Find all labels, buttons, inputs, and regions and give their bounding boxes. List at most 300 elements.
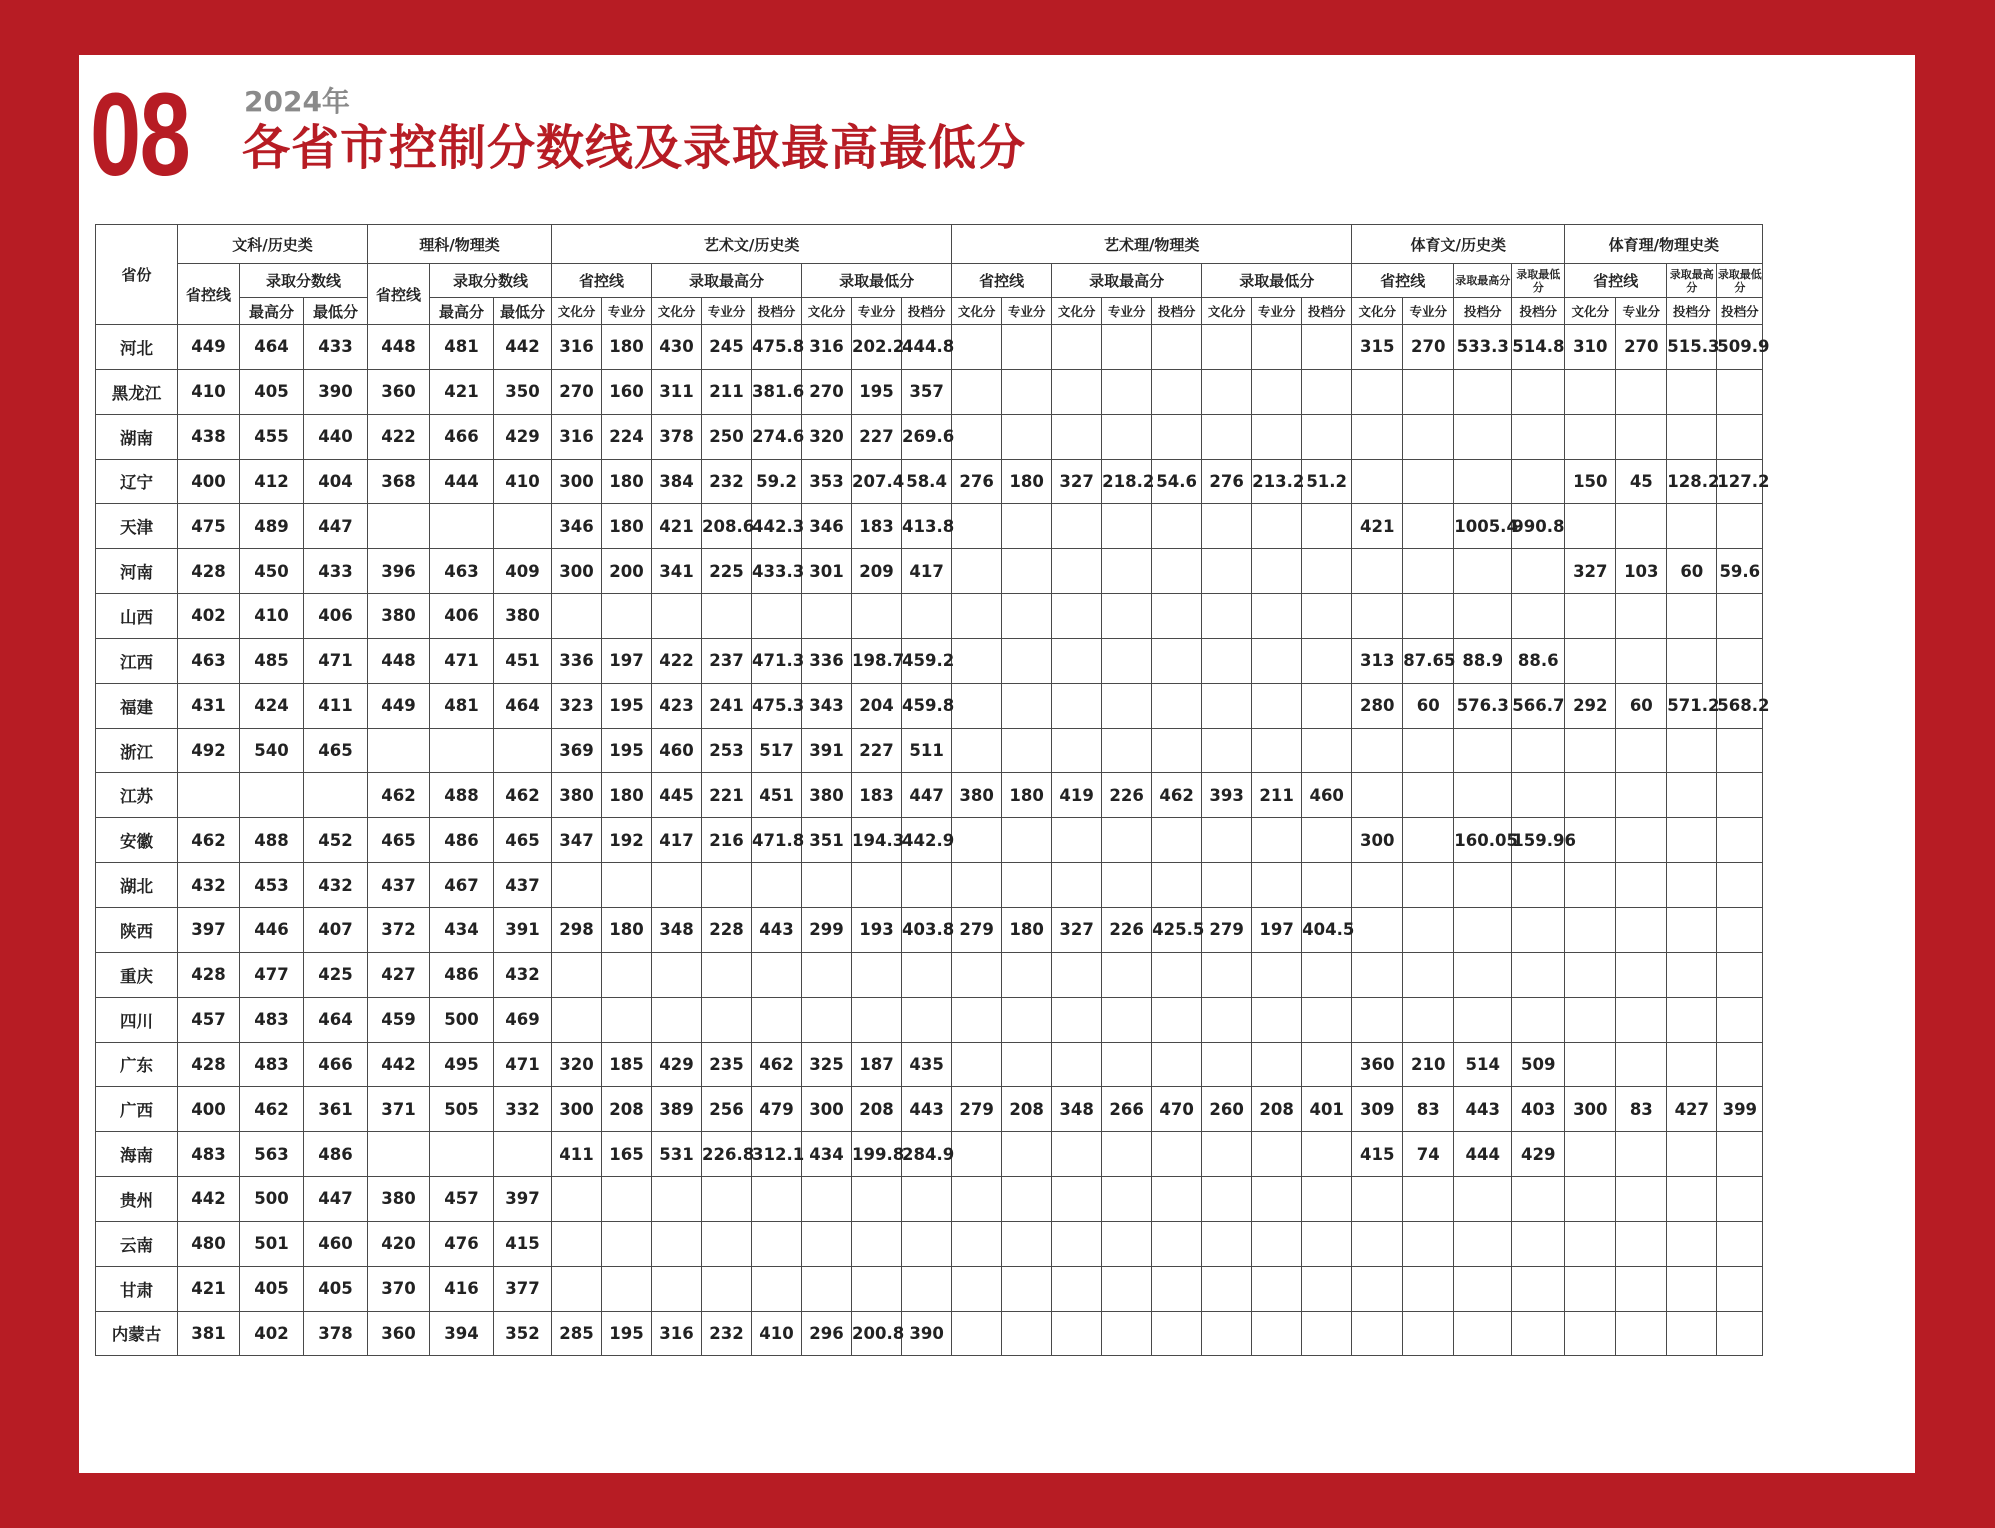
score-cell xyxy=(1512,369,1565,414)
score-cell: 459.8 xyxy=(902,683,952,728)
score-cell xyxy=(1352,414,1403,459)
score-cell: 316 xyxy=(552,325,602,370)
score-cell: 409 xyxy=(494,549,552,594)
score-cell: 476 xyxy=(430,1221,494,1266)
score-cell: 404.5 xyxy=(1302,907,1352,952)
score-cell xyxy=(702,594,752,639)
score-cell xyxy=(1403,369,1454,414)
header-luqu-zuidi: 录取最低分 xyxy=(1512,264,1565,298)
score-cell: 442 xyxy=(178,1177,240,1222)
score-cell: 370 xyxy=(368,1266,430,1311)
score-cell: 270 xyxy=(1616,325,1667,370)
score-cell xyxy=(1403,594,1454,639)
score-cell xyxy=(752,594,802,639)
score-cell: 509.9 xyxy=(1717,325,1763,370)
score-cell: 336 xyxy=(802,638,852,683)
score-cell xyxy=(430,504,494,549)
score-cell xyxy=(852,952,902,997)
score-cell: 60 xyxy=(1616,683,1667,728)
score-cell xyxy=(1102,863,1152,908)
score-cell: 83 xyxy=(1403,1087,1454,1132)
score-cell: 180 xyxy=(1002,773,1052,818)
score-cell xyxy=(1252,1132,1302,1177)
score-cell xyxy=(1202,549,1252,594)
score-cell xyxy=(1252,1221,1302,1266)
score-cell xyxy=(1352,863,1403,908)
score-cell xyxy=(902,1266,952,1311)
score-cell: 300 xyxy=(1352,818,1403,863)
score-cell xyxy=(1052,952,1102,997)
province-cell: 天津 xyxy=(96,504,178,549)
score-cell xyxy=(1302,997,1352,1042)
table-row xyxy=(96,414,1763,459)
score-cell: 218.2 xyxy=(1102,459,1152,504)
score-cell: 402 xyxy=(240,1311,304,1356)
score-cell: 415 xyxy=(494,1221,552,1266)
score-cell xyxy=(1202,369,1252,414)
score-cell: 412 xyxy=(240,459,304,504)
score-cell xyxy=(1302,728,1352,773)
score-cell xyxy=(1002,728,1052,773)
score-cell: 465 xyxy=(368,818,430,863)
header-shengkong: 省控线 xyxy=(552,264,652,298)
score-cell xyxy=(1565,369,1616,414)
score-cell xyxy=(1454,1266,1512,1311)
score-cell: 475 xyxy=(178,504,240,549)
score-cell: 309 xyxy=(1352,1087,1403,1132)
score-cell xyxy=(1252,818,1302,863)
score-cell xyxy=(1352,369,1403,414)
score-cell: 509 xyxy=(1512,1042,1565,1087)
score-cell: 405 xyxy=(304,1266,368,1311)
score-cell xyxy=(1403,1177,1454,1222)
score-cell: 390 xyxy=(304,369,368,414)
province-cell: 江西 xyxy=(96,638,178,683)
score-cell xyxy=(1152,818,1202,863)
score-cell: 193 xyxy=(852,907,902,952)
score-cell: 325 xyxy=(802,1042,852,1087)
score-cell xyxy=(1565,1311,1616,1356)
province-cell: 湖北 xyxy=(96,863,178,908)
score-cell xyxy=(1565,997,1616,1042)
score-cell xyxy=(1717,997,1763,1042)
score-cell xyxy=(952,504,1002,549)
table-row xyxy=(96,1266,1763,1311)
header-wenhua: 文化分 xyxy=(952,298,1002,325)
score-cell: 180 xyxy=(602,773,652,818)
score-cell xyxy=(1616,1132,1667,1177)
score-cell: 488 xyxy=(430,773,494,818)
score-cell: 88.6 xyxy=(1512,638,1565,683)
score-cell: 208 xyxy=(852,1087,902,1132)
score-cell: 301 xyxy=(802,549,852,594)
score-cell: 449 xyxy=(178,325,240,370)
score-cell: 372 xyxy=(368,907,430,952)
score-cell: 401 xyxy=(1302,1087,1352,1132)
score-cell: 299 xyxy=(802,907,852,952)
score-cell xyxy=(1717,414,1763,459)
score-cell: 475.8 xyxy=(752,325,802,370)
score-cell xyxy=(1565,638,1616,683)
score-cell: 88.9 xyxy=(1454,638,1512,683)
score-cell: 421 xyxy=(430,369,494,414)
score-cell: 433 xyxy=(304,325,368,370)
table-row xyxy=(96,863,1763,908)
score-cell: 422 xyxy=(652,638,702,683)
score-cell xyxy=(952,952,1002,997)
score-cell: 464 xyxy=(494,683,552,728)
score-cell: 451 xyxy=(494,638,552,683)
score-cell: 419 xyxy=(1052,773,1102,818)
score-cell xyxy=(1152,952,1202,997)
score-cell xyxy=(1252,863,1302,908)
score-cell: 434 xyxy=(430,907,494,952)
score-cell xyxy=(1202,1221,1252,1266)
score-cell xyxy=(602,594,652,639)
score-cell: 423 xyxy=(652,683,702,728)
header-toudang: 投档分 xyxy=(1512,298,1565,325)
score-cell xyxy=(1512,549,1565,594)
score-cell: 442 xyxy=(368,1042,430,1087)
score-cell xyxy=(1454,549,1512,594)
score-cell xyxy=(1352,1177,1403,1222)
score-cell xyxy=(1002,997,1052,1042)
score-cell xyxy=(802,997,852,1042)
header-zhuanye: 专业分 xyxy=(1616,298,1667,325)
score-cell xyxy=(602,1221,652,1266)
score-cell xyxy=(1052,414,1102,459)
score-cell: 346 xyxy=(552,504,602,549)
score-cell: 232 xyxy=(702,1311,752,1356)
province-cell: 云南 xyxy=(96,1221,178,1266)
score-cell: 501 xyxy=(240,1221,304,1266)
score-cell xyxy=(1616,1042,1667,1087)
score-cell: 279 xyxy=(1202,907,1252,952)
score-cell: 440 xyxy=(304,414,368,459)
score-cell xyxy=(1352,952,1403,997)
score-cell: 51.2 xyxy=(1302,459,1352,504)
score-cell: 224 xyxy=(602,414,652,459)
province-cell: 辽宁 xyxy=(96,459,178,504)
score-cell xyxy=(1102,683,1152,728)
score-cell: 320 xyxy=(802,414,852,459)
score-cell xyxy=(1616,1221,1667,1266)
score-cell: 410 xyxy=(240,594,304,639)
score-cell xyxy=(1352,1221,1403,1266)
score-cell: 422 xyxy=(368,414,430,459)
score-cell xyxy=(1454,952,1512,997)
score-cell: 1005.4 xyxy=(1454,504,1512,549)
province-cell: 浙江 xyxy=(96,728,178,773)
score-cell: 469 xyxy=(494,997,552,1042)
score-cell: 481 xyxy=(430,683,494,728)
score-cell xyxy=(1717,1132,1763,1177)
province-cell: 贵州 xyxy=(96,1177,178,1222)
score-cell xyxy=(1352,594,1403,639)
score-cell: 568.2 xyxy=(1717,683,1763,728)
score-cell xyxy=(602,952,652,997)
score-cell: 475.3 xyxy=(752,683,802,728)
score-cell: 402 xyxy=(178,594,240,639)
score-cell xyxy=(752,863,802,908)
score-cell xyxy=(1102,1221,1152,1266)
table-body xyxy=(96,325,1770,1356)
score-cell: 462 xyxy=(178,818,240,863)
header-luqu-zuigao: 录取最高分 xyxy=(1052,264,1202,298)
score-cell: 443 xyxy=(752,907,802,952)
score-cell xyxy=(1152,638,1202,683)
score-cell xyxy=(1565,952,1616,997)
score-cell xyxy=(552,863,602,908)
score-cell xyxy=(752,1266,802,1311)
score-cell xyxy=(1102,638,1152,683)
score-cell xyxy=(494,1132,552,1177)
score-cell xyxy=(1403,952,1454,997)
score-cell: 415 xyxy=(1352,1132,1403,1177)
score-cell xyxy=(1152,997,1202,1042)
score-cell: 571.2 xyxy=(1667,683,1717,728)
score-cell xyxy=(1667,1311,1717,1356)
score-cell xyxy=(1512,907,1565,952)
header-wenhua: 文化分 xyxy=(1565,298,1616,325)
score-cell: 87.65 xyxy=(1403,638,1454,683)
score-cell: 216 xyxy=(702,818,752,863)
score-cell: 428 xyxy=(178,1042,240,1087)
score-cell: 453 xyxy=(240,863,304,908)
score-cell xyxy=(1252,952,1302,997)
table-row xyxy=(96,1042,1763,1087)
score-cell xyxy=(552,952,602,997)
score-cell: 180 xyxy=(602,907,652,952)
score-cell xyxy=(652,1266,702,1311)
score-cell xyxy=(178,773,240,818)
score-cell: 437 xyxy=(368,863,430,908)
score-cell: 327 xyxy=(1565,549,1616,594)
score-cell: 228 xyxy=(702,907,752,952)
header-luqu-zuidi: 录取最低分 xyxy=(1717,264,1763,298)
score-cell xyxy=(952,369,1002,414)
score-cell xyxy=(652,863,702,908)
score-cell: 360 xyxy=(1352,1042,1403,1087)
header-toudang: 投档分 xyxy=(1454,298,1512,325)
score-cell: 427 xyxy=(368,952,430,997)
table-row xyxy=(96,1221,1763,1266)
score-cell xyxy=(1302,638,1352,683)
score-cell xyxy=(852,594,902,639)
header-zhuanye: 专业分 xyxy=(1252,298,1302,325)
score-cell: 428 xyxy=(178,952,240,997)
score-cell: 159.96 xyxy=(1512,818,1565,863)
score-cell: 390 xyxy=(902,1311,952,1356)
score-cell: 399 xyxy=(1717,1087,1763,1132)
score-cell: 429 xyxy=(494,414,552,459)
score-cell: 563 xyxy=(240,1132,304,1177)
score-cell xyxy=(1152,504,1202,549)
score-cell xyxy=(304,773,368,818)
score-cell: 336 xyxy=(552,638,602,683)
score-cell xyxy=(1102,997,1152,1042)
score-cell xyxy=(552,1266,602,1311)
score-cell xyxy=(1302,1177,1352,1222)
score-cell xyxy=(1667,414,1717,459)
score-cell xyxy=(240,773,304,818)
score-cell: 285 xyxy=(552,1311,602,1356)
score-cell: 447 xyxy=(902,773,952,818)
score-cell: 485 xyxy=(240,638,304,683)
score-cell: 341 xyxy=(652,549,702,594)
header-zhuanye: 专业分 xyxy=(702,298,752,325)
score-cell: 434 xyxy=(802,1132,852,1177)
score-cell: 160 xyxy=(602,369,652,414)
score-cell xyxy=(802,952,852,997)
score-cell xyxy=(494,504,552,549)
score-cell: 517 xyxy=(752,728,802,773)
score-cell: 384 xyxy=(652,459,702,504)
score-cell xyxy=(1512,952,1565,997)
score-cell: 462 xyxy=(240,1087,304,1132)
score-cell: 445 xyxy=(652,773,702,818)
score-cell xyxy=(1667,863,1717,908)
score-cell: 195 xyxy=(602,728,652,773)
header-zhuanye: 专业分 xyxy=(1102,298,1152,325)
page-title: 各省市控制分数线及录取最高最低分 xyxy=(242,120,1027,176)
score-cell xyxy=(1512,773,1565,818)
table-row xyxy=(96,638,1763,683)
score-cell: 421 xyxy=(652,504,702,549)
score-cell xyxy=(1252,369,1302,414)
score-cell: 465 xyxy=(304,728,368,773)
score-cell xyxy=(1202,818,1252,863)
score-cell: 479 xyxy=(752,1087,802,1132)
score-cell: 279 xyxy=(952,907,1002,952)
score-cell xyxy=(1002,952,1052,997)
score-cell xyxy=(1352,773,1403,818)
score-cell: 260 xyxy=(1202,1087,1252,1132)
province-cell: 黑龙江 xyxy=(96,369,178,414)
score-cell xyxy=(702,863,752,908)
score-cell: 58.4 xyxy=(902,459,952,504)
score-cell xyxy=(1052,1221,1102,1266)
score-cell: 266 xyxy=(1102,1087,1152,1132)
score-cell xyxy=(1002,638,1052,683)
score-cell: 463 xyxy=(178,638,240,683)
score-cell: 270 xyxy=(802,369,852,414)
score-cell: 380 xyxy=(802,773,852,818)
score-cell xyxy=(1152,414,1202,459)
header-group-tiyuwen: 体育文/历史类 xyxy=(1352,225,1565,264)
score-cell: 442.9 xyxy=(902,818,952,863)
score-cell xyxy=(1252,414,1302,459)
score-cell: 280 xyxy=(1352,683,1403,728)
score-cell xyxy=(952,997,1002,1042)
score-cell xyxy=(1152,369,1202,414)
score-cell xyxy=(1717,504,1763,549)
score-cell xyxy=(1403,907,1454,952)
score-cell xyxy=(1454,369,1512,414)
score-cell: 463 xyxy=(430,549,494,594)
score-cell xyxy=(1565,907,1616,952)
score-cell xyxy=(1102,1132,1152,1177)
score-cell: 433.3 xyxy=(752,549,802,594)
score-cell xyxy=(1717,1042,1763,1087)
score-cell xyxy=(1403,414,1454,459)
score-cell xyxy=(652,1221,702,1266)
score-cell xyxy=(902,952,952,997)
score-cell: 495 xyxy=(430,1042,494,1087)
score-cell xyxy=(1352,728,1403,773)
score-cell: 296 xyxy=(802,1311,852,1356)
score-cell xyxy=(952,594,1002,639)
score-cell xyxy=(1616,594,1667,639)
score-cell xyxy=(1302,504,1352,549)
score-cell xyxy=(552,997,602,1042)
score-cell: 429 xyxy=(1512,1132,1565,1177)
score-cell xyxy=(852,1266,902,1311)
score-cell: 348 xyxy=(1052,1087,1102,1132)
score-cell: 298 xyxy=(552,907,602,952)
score-cell: 284.9 xyxy=(902,1132,952,1177)
score-cell xyxy=(1565,1042,1616,1087)
score-cell xyxy=(652,997,702,1042)
score-cell xyxy=(702,1177,752,1222)
score-cell xyxy=(1102,549,1152,594)
score-cell xyxy=(1302,863,1352,908)
score-cell xyxy=(1252,997,1302,1042)
score-cell: 316 xyxy=(652,1311,702,1356)
score-cell xyxy=(1616,638,1667,683)
score-cell xyxy=(602,1266,652,1311)
score-cell xyxy=(802,1177,852,1222)
score-cell xyxy=(1512,1266,1565,1311)
score-cell xyxy=(1002,1311,1052,1356)
score-cell: 60 xyxy=(1403,683,1454,728)
score-cell xyxy=(952,818,1002,863)
score-cell xyxy=(1002,863,1052,908)
score-cell: 500 xyxy=(430,997,494,1042)
score-cell: 425.5 xyxy=(1152,907,1202,952)
score-cell: 274.6 xyxy=(752,414,802,459)
score-cell: 397 xyxy=(494,1177,552,1222)
score-cell xyxy=(1717,594,1763,639)
score-cell xyxy=(602,863,652,908)
score-cell xyxy=(902,1177,952,1222)
score-cell xyxy=(1252,504,1302,549)
score-cell: 235 xyxy=(702,1042,752,1087)
score-cell xyxy=(1052,1177,1102,1222)
score-cell: 202.2 xyxy=(852,325,902,370)
score-cell: 371 xyxy=(368,1087,430,1132)
score-cell xyxy=(752,1177,802,1222)
score-cell xyxy=(1512,594,1565,639)
score-cell: 227 xyxy=(852,414,902,459)
header-shengkong: 省控线 xyxy=(1352,264,1454,298)
score-cell xyxy=(1202,1266,1252,1311)
score-cell: 377 xyxy=(494,1266,552,1311)
score-cell xyxy=(1002,1266,1052,1311)
score-cell xyxy=(1052,997,1102,1042)
score-cell xyxy=(1616,728,1667,773)
score-cell: 210 xyxy=(1403,1042,1454,1087)
score-cell xyxy=(1512,728,1565,773)
score-cell xyxy=(1052,638,1102,683)
score-cell: 464 xyxy=(240,325,304,370)
table-row xyxy=(96,594,1763,639)
score-cell: 449 xyxy=(368,683,430,728)
score-cell: 200 xyxy=(602,549,652,594)
header-luqu-zuidi: 录取最低分 xyxy=(1202,264,1352,298)
score-cell xyxy=(1302,1132,1352,1177)
score-cell: 411 xyxy=(552,1132,602,1177)
